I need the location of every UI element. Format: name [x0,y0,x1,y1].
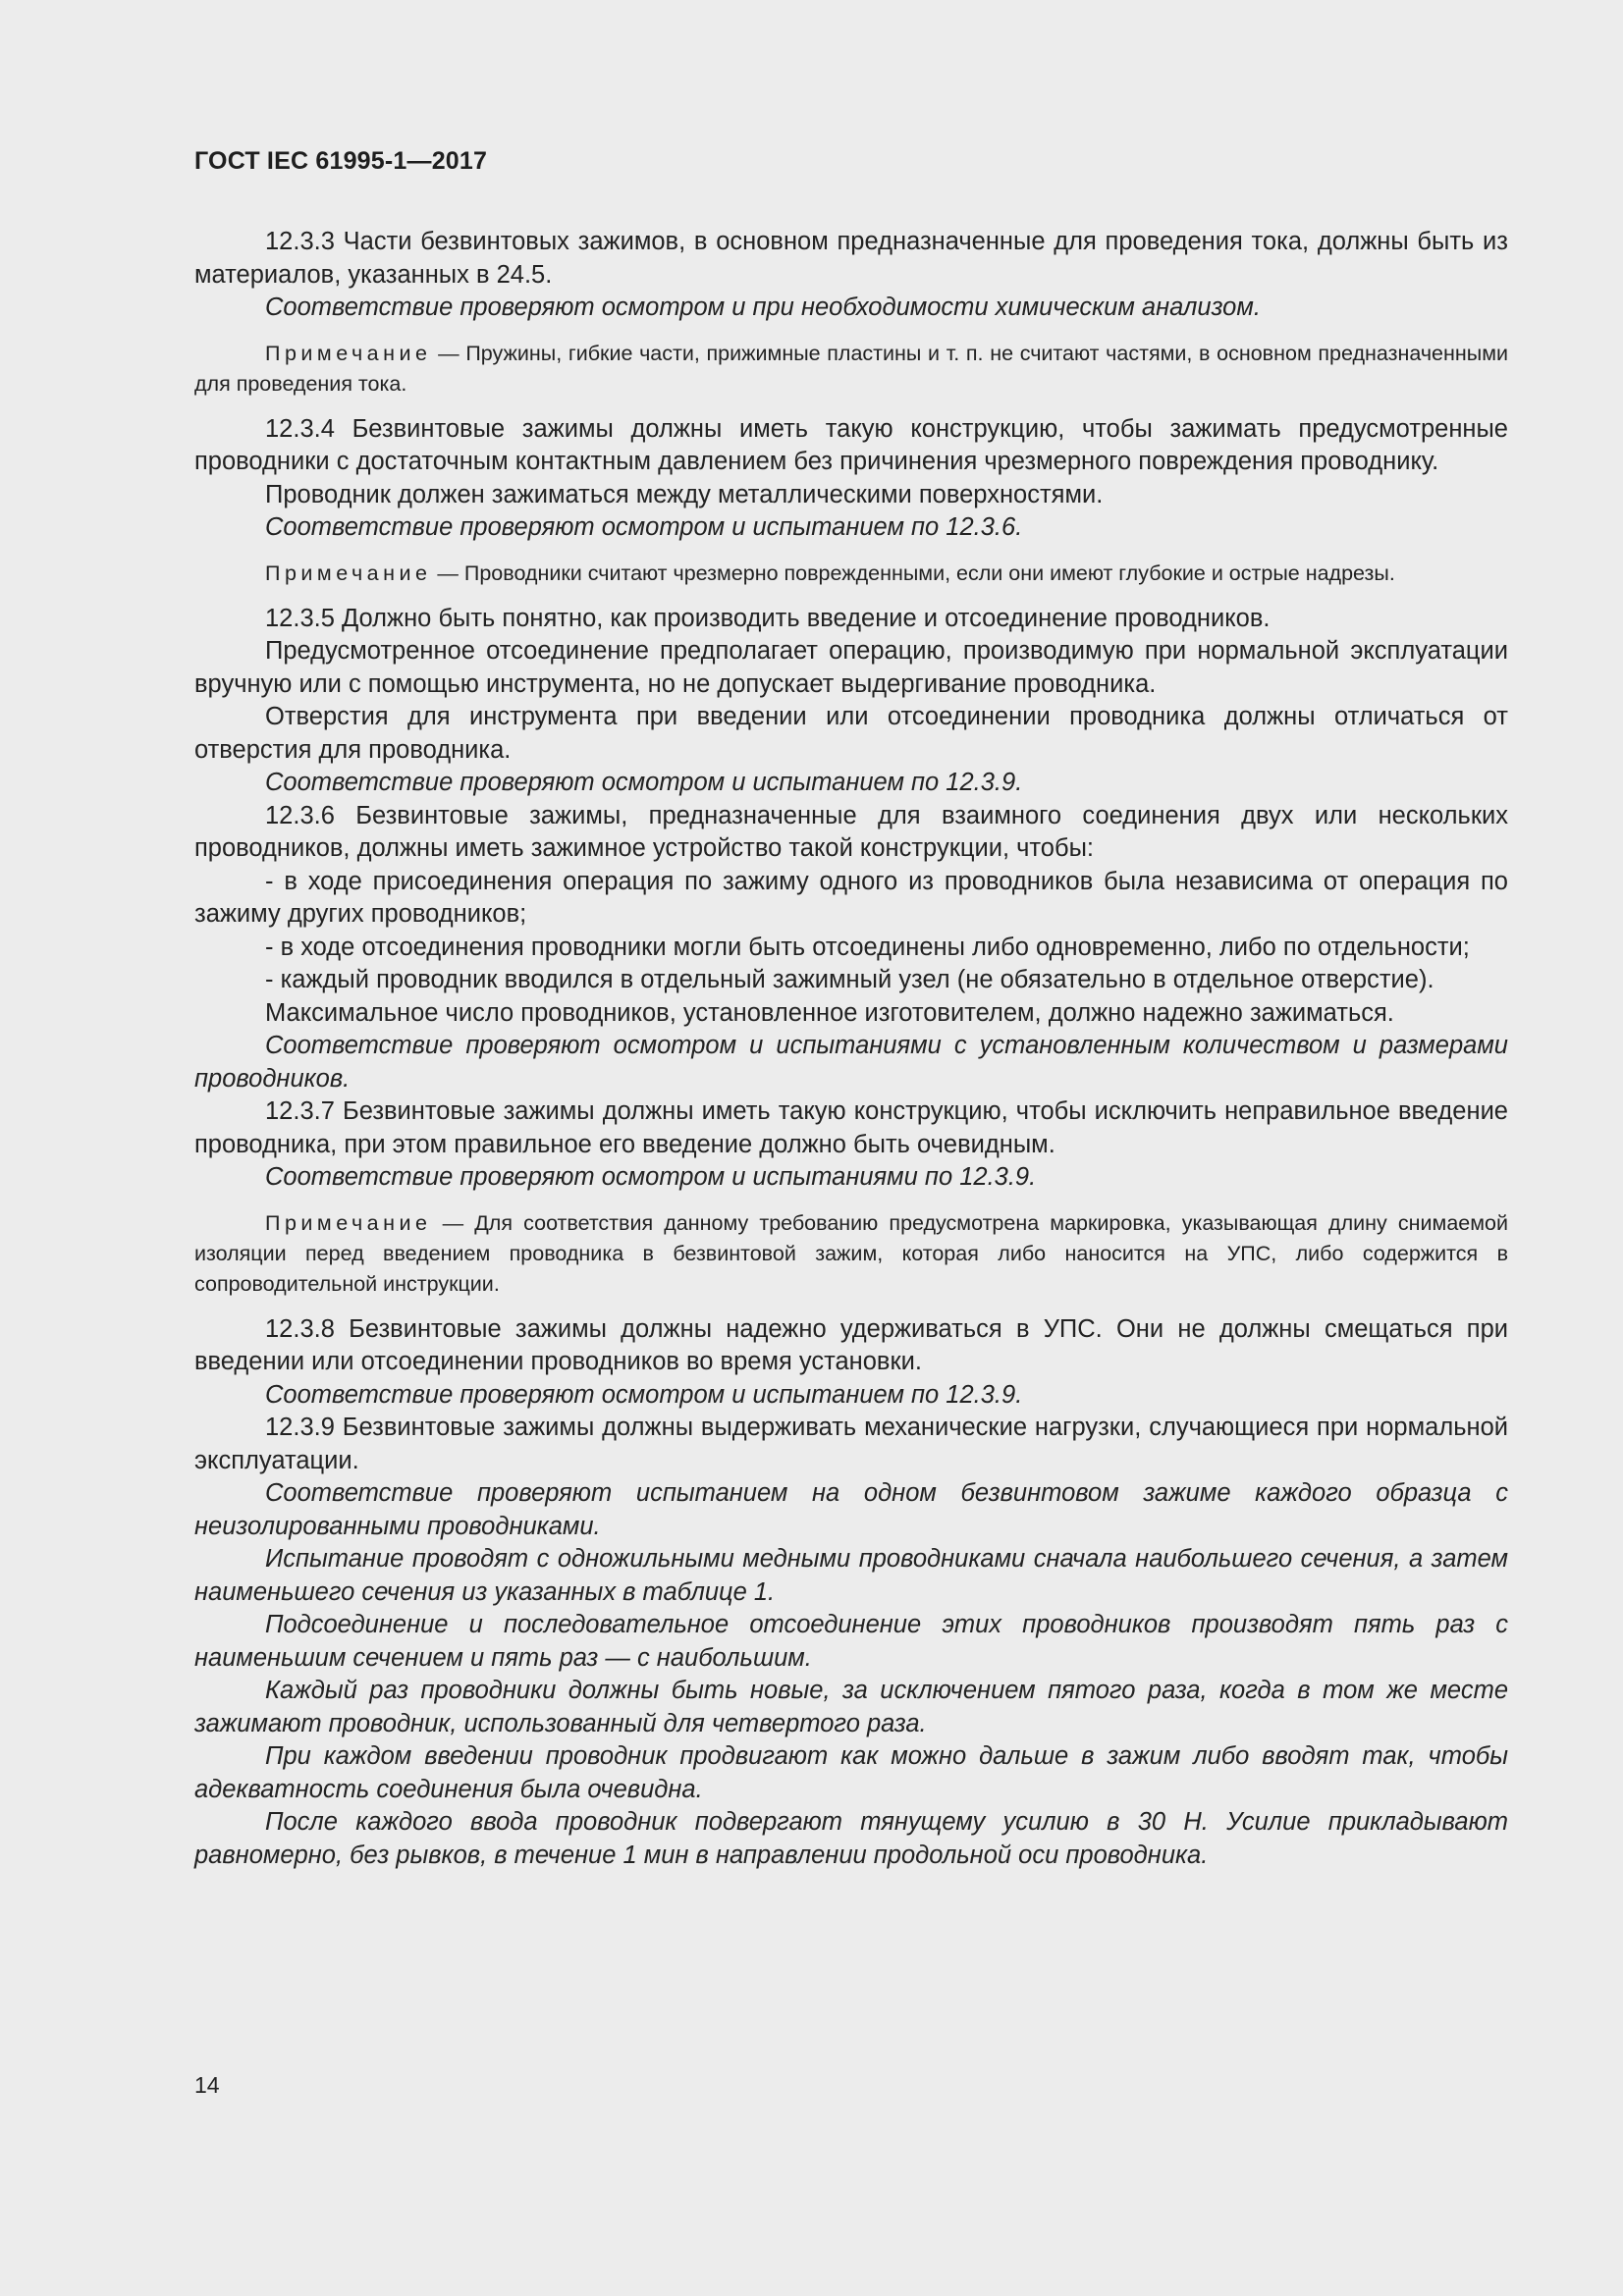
paragraph: Проводник должен зажиматься между металлическими поверхностями. [265,480,1104,508]
note [194,339,1508,400]
compliance-check: Соответствие проверяют осмотром и испытанием по 12.3.6. [265,513,1023,541]
paragraph-12-3-3: 12.3.3 Части безвинтовых зажимов, в основном предназначенные для проведения тока, должны быть из материалов, указанных в 24.5. [194,228,1508,289]
document-body [194,226,1508,1872]
paragraph: Отверстия для инструмента при введении или отсоединении проводника должны отличаться от отверстия для проводника. [194,703,1508,764]
paragraph-12-3-9: 12.3.9 Безвинтовые зажимы должны выдерживать механические нагрузки, случающиеся при нормальной эксплуатации. [194,1414,1508,1474]
paragraph-12-3-4: 12.3.4 Безвинтовые зажимы должны иметь такую конструкцию, чтобы зажимать предусмотренные проводники с достаточным контактным давлением без причинения чрезмерного повреждения проводнику. [194,414,1508,475]
compliance-check: Соответствие проверяют осмотром и испытаниями по 12.3.9. [265,1163,1037,1191]
list-item: - в ходе отсоединения проводники могли быть отсоединены либо одновременно, либо по отдельности; [265,933,1470,961]
test-procedure: Испытание проводят с одножильными медными проводниками сначала наибольшего сечения, а затем наименьшего сечения из указанных в таблице 1. [194,1545,1508,1606]
note-text: — Для соответствия данному требованию предусмотрена маркировка, указывающая длину снимаемой изоляции перед введением проводника в безвинтовой зажим, которая либо наносится на УПС, либо содержится в сопроводительной инструкции. [194,1210,1508,1296]
test-procedure: Каждый раз проводники должны быть новые, за исключением пятого раза, когда в том же месте зажимают проводник, использованный для четвертого раза. [194,1677,1508,1737]
paragraph-12-3-5: 12.3.5 Должно быть понятно, как производить введение и отсоединение проводников. [265,604,1271,632]
note-text: — Пружины, гибкие части, прижимные пластины и т. п. не считают частями, в основном предназначенными для проведения тока. [194,341,1508,396]
note [194,1208,1508,1300]
paragraph-12-3-8: 12.3.8 Безвинтовые зажимы должны надежно удерживаться в УПС. Они не должны смещаться при введении или отсоединении проводников во время установки. [194,1314,1508,1375]
paragraph: Максимальное число проводников, установленное изготовителем, должно надежно зажиматься. [265,998,1394,1027]
list-item: - в ходе присоединения операция по зажиму одного из проводников была независима от операция по зажиму других проводников; [194,867,1508,928]
note-label: Примечание [265,341,432,365]
document-header: ГОСТ IEC 61995-1—2017 [194,147,488,175]
note [194,559,1508,589]
paragraph: Предусмотренное отсоединение предполагает операцию, производимую при нормальной эксплуатации вручную или с помощью инструмента, но не допускает выдергивание проводника. [194,637,1508,698]
compliance-check: Соответствие проверяют осмотром и испытанием по 12.3.9. [265,1380,1023,1409]
page-number: 14 [194,2072,220,2098]
list-item: - каждый проводник вводился в отдельный зажимный узел (не обязательно в отдельное отверстие). [265,966,1434,993]
test-procedure: Подсоединение и последовательное отсоединение этих проводников производят пять раз с наименьшим сечением и пять раз — с наибольшим. [194,1611,1508,1672]
test-procedure: При каждом введении проводник продвигают как можно дальше в зажим либо вводят так, чтобы адекватность соединения была очевидна. [194,1742,1508,1803]
note-label: Примечание [265,1210,432,1235]
paragraph-12-3-6: 12.3.6 Безвинтовые зажимы, предназначенные для взаимного соединения двух или нескольких проводников, должны иметь зажимное устройство такой конструкции, чтобы: [194,801,1508,862]
test-procedure: После каждого ввода проводник подвергают тянущему усилию в 30 Н. Усилие прикладывают равномерно, без рывков, в течение 1 мин в направлении продольной оси проводника. [194,1808,1508,1869]
note-label: Примечание [265,561,432,585]
note-text: — Проводники считают чрезмерно поврежденными, если они имеют глубокие и острые надрезы. [431,561,1395,585]
compliance-check: Соответствие проверяют осмотром и испытанием по 12.3.9. [265,769,1023,796]
paragraph-12-3-7: 12.3.7 Безвинтовые зажимы должны иметь такую конструкцию, чтобы исключить неправильное введение проводника, при этом правильное его введение должно быть очевидным. [194,1097,1508,1158]
compliance-check: Соответствие проверяют осмотром и испытаниями с установленным количеством и размерами проводников. [194,1032,1508,1093]
test-procedure: Соответствие проверяют испытанием на одном безвинтовом зажиме каждого образца с неизолированными проводниками. [194,1479,1508,1540]
compliance-check: Соответствие проверяют осмотром и при необходимости химическим анализом. [265,294,1261,321]
